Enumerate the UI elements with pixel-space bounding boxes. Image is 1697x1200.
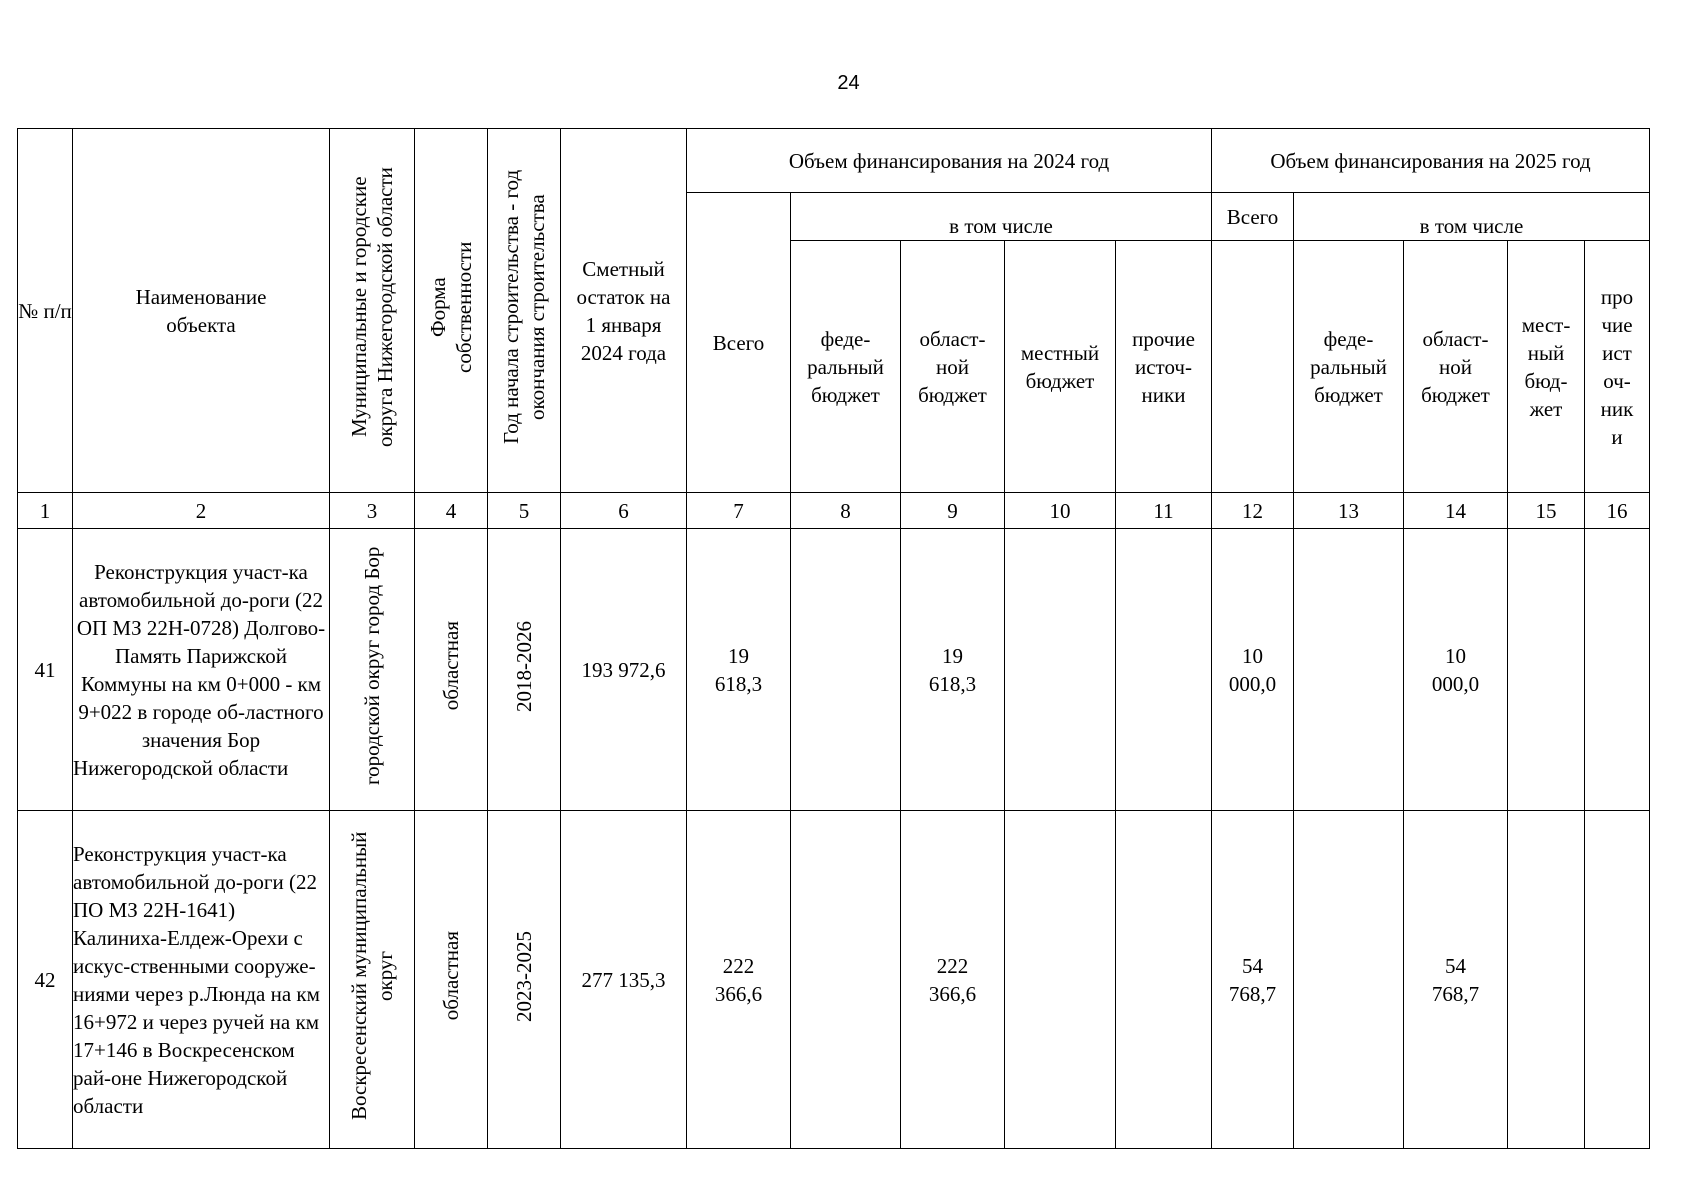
column-number: 14 [1404,493,1508,529]
object-name: Реконструкция участ-ка автомобильной до-роги (22 ПО МЗ 22Н-1641) Калиниха-Елдеж-Орехи с искус-ственными сооруже-ниями через р.Люнда на км 16+972 и через ручей на км 17+146 в Воскресенском рай-оне Нижегородской области [73,811,330,1149]
column-number: 8 [791,493,901,529]
column-number: 6 [561,493,687,529]
header-including-2024: в том числе [791,193,1212,241]
regional-2024-cell: 19 618,3 [901,529,1005,811]
column-number: 10 [1005,493,1116,529]
total-2024-cell: 222 366,6 [687,811,791,1149]
row-num: 41 [18,529,73,811]
years-text: 2023-2025 [512,930,536,1022]
page-number: 24 [837,72,860,94]
header-ownership-text: Форма собственности [426,241,476,373]
header-federal-2025: феде-ральный бюджет [1294,241,1404,493]
federal-2025-cell [1294,529,1404,811]
other-2025-cell [1585,529,1650,811]
header-regional-2024: област-ной бюджет [901,241,1005,493]
header-empty-2025 [1212,241,1294,493]
column-number: 9 [901,493,1005,529]
other-2024-cell [1116,529,1212,811]
column-number: 15 [1508,493,1585,529]
header-ownership [415,129,488,493]
local-2024-cell [1005,811,1116,1149]
federal-2025-cell [1294,811,1404,1149]
column-number: 5 [488,493,561,529]
years-cell [488,529,561,811]
regional-2025-cell: 10 000,0 [1404,529,1508,811]
municipality-text: городской округ город Бор [360,546,384,786]
ownership-text: областная [439,621,463,711]
years-cell [488,811,561,1149]
local-2024-cell [1005,529,1116,811]
total-2025-cell: 54 768,7 [1212,811,1294,1149]
column-number: 12 [1212,493,1294,529]
other-2024-cell [1116,811,1212,1149]
header-regional-2025: област-ной бюджет [1404,241,1508,493]
financing-table [17,128,1650,1149]
header-federal-2024: феде-ральный бюджет [791,241,901,493]
federal-2024-cell [791,811,901,1149]
header-fin-2025: Объем финансирования на 2025 год [1212,129,1650,193]
row-num: 42 [18,811,73,1149]
header-municipality-text: Муниципальные и городские округа Нижегородской области [347,167,397,447]
federal-2024-cell [791,529,901,811]
header-years [488,129,561,493]
column-number: 16 [1585,493,1650,529]
header-balance: Сметный остаток на 1 января 2024 года [561,129,687,493]
municipality-cell [330,811,415,1149]
object-name: Реконструкция участ-ка автомобильной до-роги (22 ОП МЗ 22Н-0728) Долгово-Память Парижской Коммуны на км 0+000 - км 9+022 в городе об-ластного значения Бор Нижегородской области [73,529,330,811]
table-row [18,811,1650,1149]
total-2025-cell: 10 000,0 [1212,529,1294,811]
regional-2024-cell: 222 366,6 [901,811,1005,1149]
total-2024-cell: 19 618,3 [687,529,791,811]
header-total-2024: Всего [687,193,791,493]
header-including-2025: в том числе [1294,193,1650,241]
header-total-2025: Всего [1212,193,1294,241]
other-2025-cell [1585,811,1650,1149]
header-municipality [330,129,415,493]
column-number: 2 [73,493,330,529]
years-text: 2018-2026 [512,620,536,712]
column-numbers-row [18,493,1650,529]
column-number: 11 [1116,493,1212,529]
header-years-text: Год начала строительства - год окончания строительства [499,169,549,445]
municipality-text: Воскресенский муниципальный округ [347,831,397,1121]
column-number: 3 [330,493,415,529]
header-other-2025: про чие ист оч-ник и [1585,241,1650,493]
ownership-cell [415,811,488,1149]
header-fin-2024: Объем финансирования на 2024 год [687,129,1212,193]
column-number: 1 [18,493,73,529]
header-local-2025: мест-ный бюд-жет [1508,241,1585,493]
header-other-2024: прочие источ-ники [1116,241,1212,493]
regional-2025-cell: 54 768,7 [1404,811,1508,1149]
local-2025-cell [1508,811,1585,1149]
table-row [18,529,1650,811]
header-num: № п/п [18,129,73,493]
column-number: 4 [415,493,488,529]
column-number: 13 [1294,493,1404,529]
balance-cell: 193 972,6 [561,529,687,811]
ownership-text: областная [439,931,463,1021]
balance-cell: 277 135,3 [561,811,687,1149]
header-local-2024: местный бюджет [1005,241,1116,493]
column-number: 7 [687,493,791,529]
municipality-cell [330,529,415,811]
ownership-cell [415,529,488,811]
header-name: Наименование объекта [73,129,330,493]
local-2025-cell [1508,529,1585,811]
